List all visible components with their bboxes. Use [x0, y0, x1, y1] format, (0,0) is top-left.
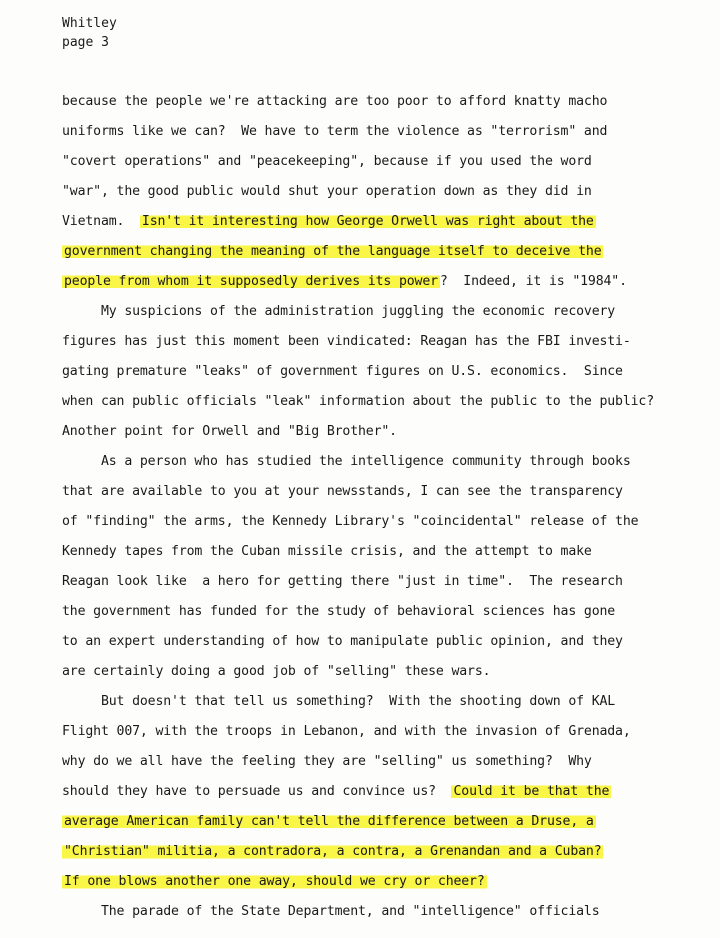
text-segment: why do we all have the feeling they are "selling" us something? Why — [62, 754, 592, 769]
text-line — [62, 512, 662, 542]
text-line — [62, 452, 662, 482]
letter-body — [62, 92, 662, 932]
text-segment: are certainly doing a good job of "selling" these wars. — [62, 664, 491, 679]
text-line — [62, 902, 662, 932]
text-segment: Kennedy tapes from the Cuban missile crisis, and the attempt to make — [62, 544, 592, 559]
text-segment: that are available to you at your newsstands, I can see the transparency — [62, 484, 623, 499]
text-line — [62, 842, 662, 872]
author-name: Whitley — [62, 16, 117, 31]
text-line — [62, 482, 662, 512]
text-segment: Flight 007, with the troops in Lebanon, and with the invasion of Grenada, — [62, 724, 631, 739]
text-line — [62, 362, 662, 392]
text-segment: gating premature "leaks" of government figures on U.S. economics. Since — [62, 364, 623, 379]
text-line — [62, 752, 662, 782]
text-segment: Vietnam. — [62, 214, 140, 229]
text-segment: But doesn't that tell us something? With the shooting down of KAL — [62, 694, 616, 709]
text-line — [62, 422, 662, 452]
text-segment: "covert operations" and "peacekeeping", because if you used the word — [62, 154, 592, 169]
text-segment: My suspicions of the administration juggling the economic recovery — [62, 304, 616, 319]
highlighted-text: government changing the meaning of the language itself to deceive the — [64, 244, 602, 259]
text-line — [62, 602, 662, 632]
text-line — [62, 392, 662, 422]
text-line — [62, 182, 662, 212]
highlighted-text: Could it be that the — [453, 784, 610, 799]
text-segment: should they have to persuade us and convince us? — [62, 784, 452, 799]
text-line — [62, 242, 662, 272]
text-line — [62, 302, 662, 332]
text-line — [62, 272, 662, 302]
text-segment: Another point for Orwell and "Big Brother". — [62, 424, 397, 439]
text-segment: As a person who has studied the intelligence community through books — [62, 454, 631, 469]
page-number: page 3 — [62, 35, 109, 50]
text-segment: when can public officials "leak" information about the public to the public? — [62, 394, 655, 409]
page-header — [62, 14, 117, 52]
text-segment: to an expert understanding of how to manipulate public opinion, and they — [62, 634, 623, 649]
text-segment: The parade of the State Department, and "intelligence" officials — [62, 904, 600, 919]
text-segment: because the people we're attacking are too poor to afford knatty macho — [62, 94, 608, 109]
highlighted-text: "Christian" militia, a contradora, a contra, a Grenandan and a Cuban? — [64, 844, 602, 859]
text-line — [62, 812, 662, 842]
text-line — [62, 872, 662, 902]
text-segment: of "finding" the arms, the Kennedy Library's "coincidental" release of the — [62, 514, 639, 529]
text-line — [62, 632, 662, 662]
highlighted-text: average American family can't tell the difference between a Druse, a — [64, 814, 594, 829]
text-line — [62, 152, 662, 182]
text-line — [62, 782, 662, 812]
highlighted-text: Isn't it interesting how George Orwell was right about the — [141, 214, 594, 229]
text-line — [62, 722, 662, 752]
text-line — [62, 122, 662, 152]
text-line — [62, 212, 662, 242]
text-segment: figures has just this moment been vindicated: Reagan has the FBI investi- — [62, 334, 631, 349]
highlighted-text: If one blows another one away, should we cry or cheer? — [64, 874, 485, 889]
text-segment: uniforms like we can? We have to term the violence as "terrorism" and — [62, 124, 608, 139]
text-line — [62, 692, 662, 722]
text-segment: ? Indeed, it is "1984". — [439, 274, 627, 289]
highlighted-text: people from whom it supposedly derives its power — [64, 274, 438, 289]
text-line — [62, 572, 662, 602]
text-line — [62, 542, 662, 572]
text-segment: "war", the good public would shut your operation down as they did in — [62, 184, 592, 199]
text-line — [62, 92, 662, 122]
text-segment: Reagan look like a hero for getting there "just in time". The research — [62, 574, 623, 589]
text-segment: the government has funded for the study of behavioral sciences has gone — [62, 604, 616, 619]
text-line — [62, 662, 662, 692]
text-line — [62, 332, 662, 362]
